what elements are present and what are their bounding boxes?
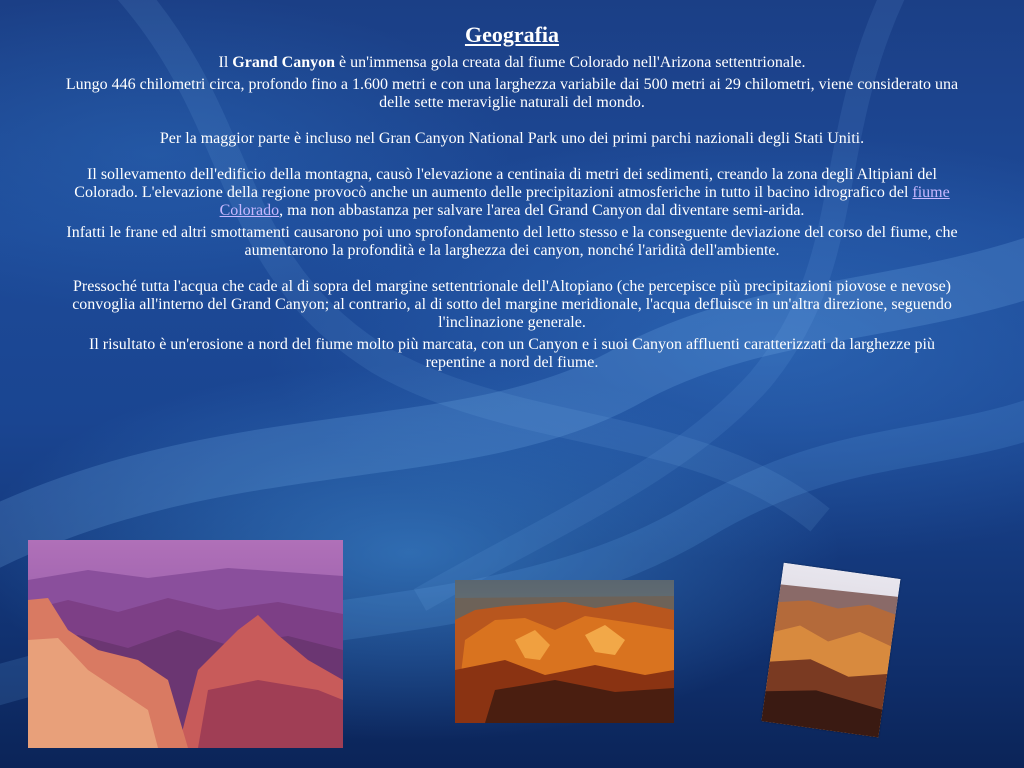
canyon-sunset-photo — [761, 563, 900, 738]
intro-suffix: è un'immensa gola creata dal fiume Colorado nell'Arizona settentrionale. — [335, 54, 806, 71]
grand-canyon-bold: Grand Canyon — [232, 54, 335, 71]
fiume-colorado-link[interactable]: fiume Colorado — [219, 184, 950, 219]
intro-prefix: Il — [218, 54, 233, 71]
paragraph-national-park: Per la maggior parte è incluso nel Gran Canyon National Park uno dei primi parchi nazionali degli Stati Uniti. — [159, 130, 865, 147]
uplift-prefix: Il sollevamento dell'edificio della montagna, causò l'elevazione a centinaia di metri dei sedimenti, creando la zona degli Altipiani del Colorado. L'elevazione della regione provocò anche un aumento delle precipitazioni atmosferiche in tutto il bacino idrografico del — [74, 166, 937, 201]
uplift-suffix: , ma non abbastanza per salvare l'area del Grand Canyon dal diventare semi-arida. — [279, 202, 805, 219]
slide-title: Geografia — [464, 22, 560, 47]
paragraph-length: Lungo 446 chilometri circa, profondo fino a 1.600 metri e con una larghezza variabile dai 500 metri ai 29 chilometri, viene considerato una delle sette meraviglie naturali del mondo. — [65, 76, 959, 111]
canyon-purple-photo — [28, 540, 343, 748]
paragraph-uplift — [60, 166, 964, 220]
paragraph-water: Pressoché tutta l'acqua che cade al di sopra del margine settentrionale dell'Altopiano (che percepisce più precipitazioni piovose e nevose) convoglia all'interno del Grand Canyon; al contrario, al di sotto del margine meridionale, l'acqua defluisce in un'altra direzione, seguendo l'inclinazione generale. — [72, 278, 952, 331]
paragraph-erosion: Il risultato è un'erosione a nord del fiume molto più marcata, con un Canyon e i suoi Canyon affluenti caratterizzati da larghezze più repentine a nord del fiume. — [88, 336, 935, 371]
paragraph-intro — [60, 54, 964, 72]
slide-content — [60, 22, 964, 376]
paragraph-landslides: Infatti le frane ed altri smottamenti causarono poi uno sprofondamento del letto stesso e la conseguente deviazione del corso del fiume, che aumentarono la profondità e la larghezza dei canyon, nonché l'aridità dell'ambiente. — [66, 224, 958, 259]
canyon-orange-photo — [455, 580, 674, 723]
